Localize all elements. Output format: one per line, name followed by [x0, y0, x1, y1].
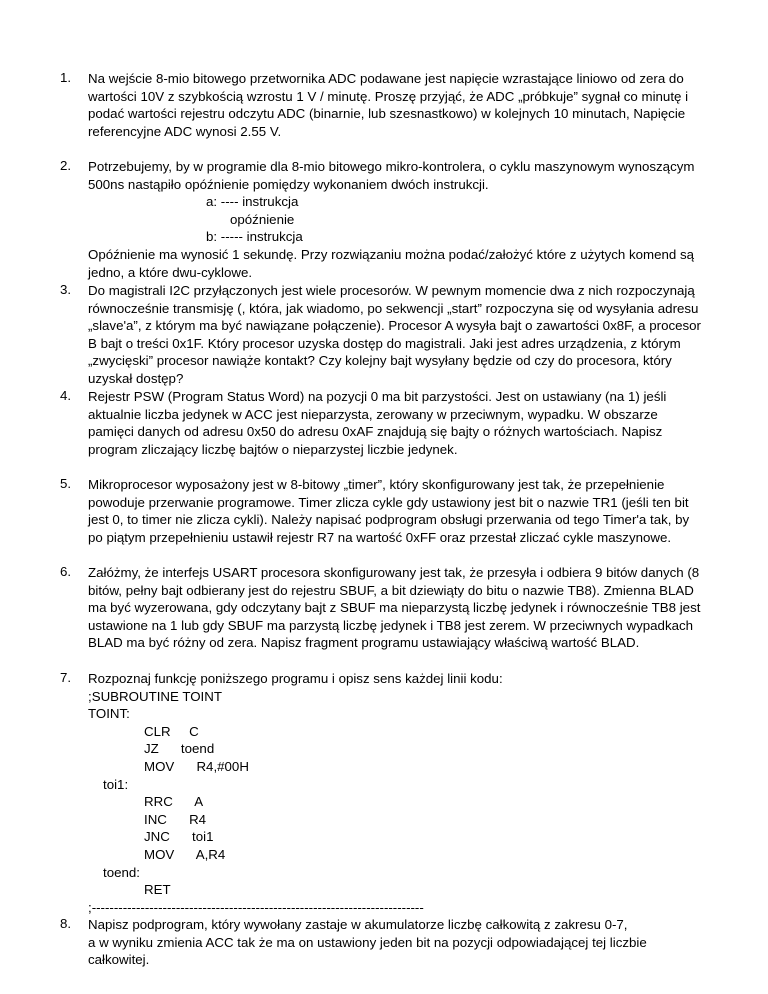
- question-4: [60, 388, 698, 458]
- question-line: bitów, pełny bajt odbierany jest do rejestru SBUF, a bit dziewiąty do bitu o nazwie TB8). Zmienna BLAD: [88, 582, 694, 598]
- question-line: wartości 10V z szybkością wzrostu 1 V / minutę. Proszę przyjąć, że ADC „próbkuje” sygnał co minutę i: [88, 88, 689, 104]
- separator-line: ;---------------------------------------------------------------------------: [88, 899, 424, 915]
- code-line: JNC toi1: [144, 829, 214, 845]
- question-number: 5.: [60, 476, 72, 491]
- question-line: program zliczający liczbę bajtów o nieparzystej liczbie jedynek.: [88, 441, 458, 457]
- code-line: INC R4: [144, 811, 207, 827]
- code-line: JZ toend: [144, 741, 215, 757]
- question-line: aktualnie liczba jedynek w ACC jest nieparzysta, zerowany w przeciwnym, wypadku. W obszarze: [88, 406, 658, 422]
- question-line: Na wejście 8-mio bitowego przetwornika ADC podawane jest napięcie wzrastające liniowo od zera do: [88, 71, 684, 86]
- code-line: RET: [144, 882, 171, 898]
- question-number: 1.: [60, 70, 72, 85]
- question-line: Opóźnienie ma wynosić 1 sekundę. Przy rozwiązaniu można podać/założyć które z użytych komend są: [88, 246, 695, 262]
- question-line: Napisz podprogram, który wywołany zastaje w akumulatorze liczbę całkowitą z zakresu 0-7,: [88, 917, 628, 932]
- question-line: Do magistrali I2C przyłączonych jest wiele procesorów. W pewnym momencie dwa z nich rozpoczynają: [88, 283, 695, 298]
- code-line: TOINT:: [88, 706, 130, 722]
- question-line: Mikroprocesor wyposażony jest w 8-bitowy „timer”, który skonfigurowany jest tak, że przepełnienie: [88, 477, 665, 492]
- question-number: 2.: [60, 158, 72, 173]
- question-line: BLAD ma być różny od zera. Napisz fragment programu ustawiający właściwą wartość BLAD.: [88, 635, 640, 651]
- question-line: pamięci danych od adresu 0x50 do adresu 0xAF znajdują się bajty o różnych wartościach. Napisz: [88, 424, 663, 440]
- code-line: ;SUBROUTINE TOINT: [88, 688, 222, 704]
- question-line: równocześnie transmisję (, która, jak wiadomo, po sekwencji „start” rozpoczyna się od wysyłania adresu: [88, 300, 699, 316]
- question-line: powoduje przerwanie programowe. Timer zlicza cykle gdy ustawiony jest bit o nazwie TR1 (jeśli ten bit: [88, 494, 689, 510]
- code-line: toend:: [103, 864, 140, 880]
- question-line: Załóżmy, że interfejs USART procesora skonfigurowany jest tak, że przesyła i odbiera 9 bitów danych (8: [88, 565, 700, 580]
- code-line: RRC A: [144, 794, 204, 810]
- question-3: [60, 282, 701, 388]
- question-number: 7.: [60, 670, 72, 685]
- question-line: jest 0, to timer nie zlicza cykli). Należy napisać podprogram obsługi przerwania od tego Timer'a tak, by: [88, 512, 690, 528]
- code-line: opóźnienie: [230, 211, 295, 227]
- question-number: 6.: [60, 564, 72, 579]
- question-line: ustawione na 1 lub gdy SBUF ma parzystą liczbę jedynek i TB8 jest zerem. W przeciwnych wypadkach: [88, 617, 694, 633]
- code-line: CLR C: [144, 723, 199, 739]
- question-line: po piątym przepełnieniu ustawił rejestr R7 na wartość 0xFF oraz przestał zliczać cykle maszynowe.: [88, 529, 672, 545]
- question-line: referencyjne ADC wynosi 2.55 V.: [88, 123, 282, 139]
- question-8: [60, 916, 698, 969]
- question-line: „slave'a”, z którym ma być nawiązane połączenie). Procesor A wysyła bajt o zawartości 0x8F, a procesor: [88, 318, 701, 334]
- question-line: Rozpoznaj funkcję poniższego programu i opisz sens każdej linii kodu:: [88, 671, 503, 686]
- question-line: B bajt o treści 0x1F. Który procesor uzyska dostęp do magistrali. Jaki jest adres urządzenia, z którym: [88, 335, 681, 351]
- question-line: Rejestr PSW (Program Status Word) na pozycji 0 ma bit parzystości. Jest on ustawiany (na 1) jeśli: [88, 389, 667, 404]
- question-line: jedno, a które dwu-cyklowe.: [88, 264, 253, 280]
- question-5: [60, 476, 698, 546]
- question-line: uzyskał dostęp?: [88, 370, 184, 386]
- question-number: 8.: [60, 916, 72, 931]
- question-line: całkowitej.: [88, 952, 150, 968]
- question-line: Potrzebujemy, by w programie dla 8-mio bitowego mikro-kontrolera, o cyklu maszynowym wynoszącym: [88, 159, 695, 174]
- question-line: a w wyniku zmienia ACC tak że ma on ustawiony jeden bit na pozycji odpowiadającej tej liczbie: [88, 934, 647, 950]
- code-line: toi1:: [103, 776, 129, 792]
- question-7: [60, 670, 698, 916]
- code-line: MOV A,R4: [144, 846, 226, 862]
- code-line: a: ---- instrukcja: [206, 194, 299, 210]
- code-line: MOV R4,#00H: [144, 758, 249, 774]
- code-line: b: ----- instrukcja: [206, 229, 303, 245]
- question-line: podać wartości rejestru odczytu ADC (binarnie, lub szesnastkowo) w kolejnych 10 minutach, Napięcie: [88, 106, 686, 122]
- question-6: [60, 564, 701, 652]
- question-line: 500ns nastąpiło opóźnienie pomiędzy wykonaniem dwóch instrukcji.: [88, 176, 489, 192]
- question-number: 4.: [60, 388, 72, 403]
- question-line: ma być wyzerowana, gdy odczytany bajt z SBUF ma nieparzystą liczbę jedynek i równocześnie TB8 jest: [88, 600, 701, 616]
- question-line: „zwycięski” procesor nawiąże kontakt? Czy kolejny bajt wysyłany będzie od czy do procesora, który: [88, 353, 672, 369]
- question-2: [60, 158, 698, 281]
- question-number: 3.: [60, 282, 72, 297]
- question-1: [60, 70, 698, 140]
